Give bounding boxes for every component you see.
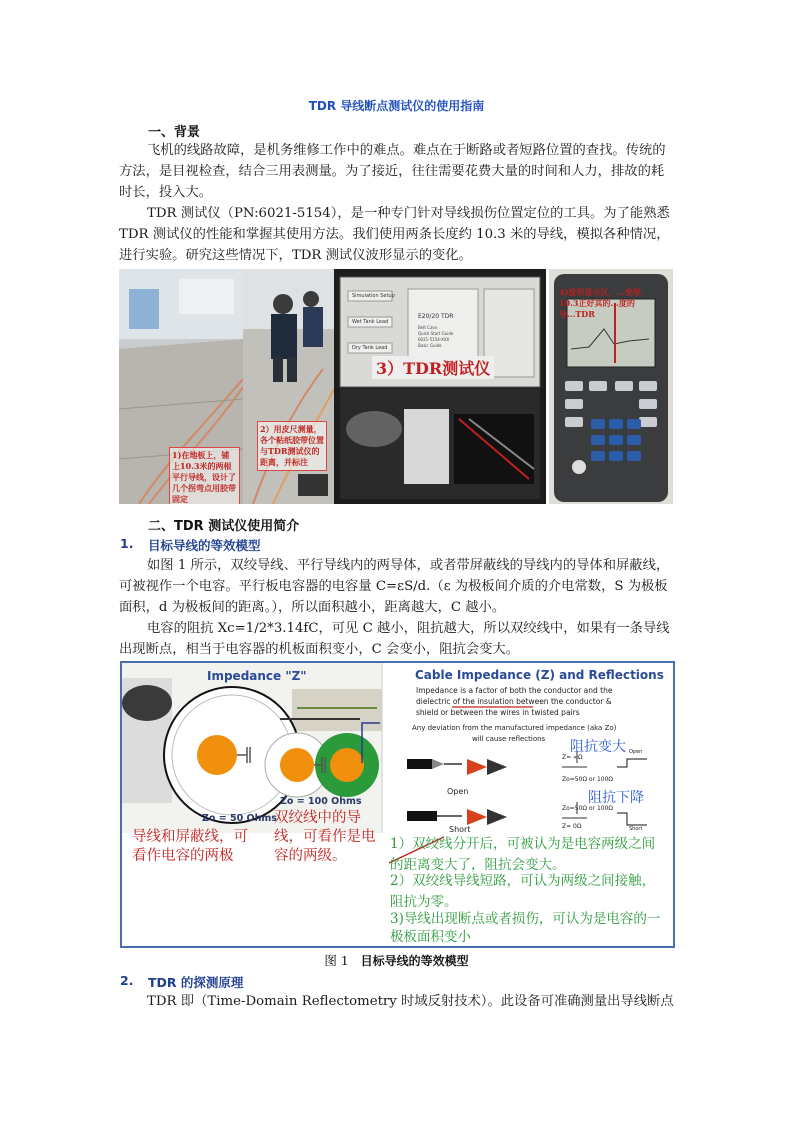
note-green-2: 2）双绞线导线短路，可认为两级之间接触，阻抗为零。 [390, 873, 656, 910]
section-1-paragraph-2: TDR 测试仪（PN:6021-5154），是一种专门针对导线损伤位置定位的工具。为了能熟悉 TDR 测试仪的性能和掌握其使用方法。我们使用两条长度约 10.3 米的导线，模拟各种情况，进行实验。研究这些情况下，TDR 测试仪波形显示的变化。 [119, 206, 670, 263]
document-title: TDR 导线断点测试仪的使用指南 [308, 99, 485, 113]
open-small-label: Open [629, 749, 643, 755]
note-green-3: 3)导线出现断点或者损伤，可认为是电容的一极板面积变小 [390, 911, 661, 945]
case-label-1: Simulation Setup [352, 293, 395, 299]
section-2-2-heading: TDR 的探测原理 [148, 975, 244, 990]
short-label: Short [449, 825, 471, 834]
deviation-line-1: Any deviation from the manufactured impedance (aka Zo) [412, 724, 617, 732]
section-2-2-paragraph-1: TDR 即（Time-Domain Reflectometry 时域反射技术）。此设备可准确测量出导线断点 [147, 994, 674, 1009]
photo-4-label: 4)波形显示区，...变形，10.3正好其的...度的导...TDR [559, 287, 649, 319]
impedance-title: Impedance "Z" [207, 669, 307, 683]
photo-2-label: 2）用皮尺测量，各个粘纸胶带位置与TDR测试仪的距离，并标注 [257, 421, 327, 471]
left-note: 导线和屏蔽线，可看作电容的两极 [132, 829, 248, 864]
impedance-down-label: 阻抗下降 [588, 790, 644, 806]
cable-desc-line-1: Impedance is a factor of both the conductor and the [416, 686, 613, 695]
photo-tdr-device [549, 269, 673, 504]
deviation-line-2: will cause reflections [472, 735, 546, 743]
photo-tdr-case [334, 269, 546, 504]
middle-note: 双绞线中的导线，可看作是电容的两级。 [274, 810, 376, 864]
figure-caption-number: 图 1 [324, 953, 349, 968]
case-label-4: E20/20 TDR [418, 313, 454, 320]
section-1-heading: 一、背景 [148, 125, 201, 140]
zo-open-label: Zo=50Ω or 100Ω [562, 776, 614, 783]
cable-impedance-title: Cable Impedance (Z) and Reflections [415, 668, 664, 682]
figure-caption [0, 951, 793, 969]
cable-desc-line-2a: dielectric of the insulation between [416, 697, 549, 706]
case-label-3: Dry Tank Lead [352, 345, 388, 351]
section-2-heading: 二、TDR 测试仪使用简介 [148, 519, 300, 534]
photo-1-label: 1)在地板上，铺上10.3米的两根平行导线，设计了几个拐弯点用胶带固定 [169, 447, 240, 504]
figure-caption-text: 目标导线的等效模型 [360, 954, 469, 968]
case-label-2: Wet Tank Lead [352, 319, 389, 325]
section-2-1-heading: 目标导线的等效模型 [148, 538, 261, 553]
short-small-label: Short [629, 826, 643, 832]
section-1-paragraph-1: 飞机的线路故障，是机务维修工作中的难点。难点在于断路或者短路位置的查找。传统的方法，是目视检查，结合三用表测量。为了接近，往往需要花费大量的时间和人力，排故的耗时长，投入大。 [119, 143, 666, 200]
section-2-2-number: 2. [120, 973, 134, 988]
photo-floor-wires [119, 269, 243, 504]
cable-desc-line-3: shield or between the wires in twisted pairs [416, 708, 580, 717]
open-label: Open [447, 787, 469, 796]
figure-1 [120, 661, 675, 948]
zo-100-label: Zo = 100 Ohms [280, 796, 362, 807]
photo-measuring [243, 269, 334, 504]
z-infinity-label: Z= ∞Ω [562, 754, 583, 761]
section-2-1-number: 1. [120, 536, 134, 551]
z-zero-label: Z= 0Ω [562, 823, 582, 830]
photo-tdr-case-image [334, 269, 546, 504]
note-green-1: 1）双绞线分开后，可被认为是电容两级之间的距离变大了，阻抗会变大。 [390, 836, 656, 873]
section-2-1-paragraph-1: 如图 1 所示，双绞导线、平行导线内的两导体，或者带屏蔽线的导线内的导体和屏蔽线，可被视作一个电容。平行板电容器的电容量 C=εS/d.（ε 为极板间介质的介电常数，S 为极板面积，d 为极板间的距离。），所以面积越小，距离越大，C 越小。 [119, 558, 670, 615]
photo-3-label: 3）TDR测试仪 [372, 356, 494, 379]
section-2-1-paragraph-2: 电容的阻抗 Xc=1/2*3.14fC，可见 C 越小，阻抗越大，所以双绞线中，如果有一条导线出现断点，相当于电容器的机板面积变小，C 会变小，阻抗会变大。 [119, 621, 670, 657]
cable-desc-line-2b: the conductor & [550, 697, 612, 706]
case-label-5: Belt Case Quick Start Guide 6021-5154-XXX Basic Guide [418, 325, 454, 348]
impedance-up-label: 阻抗变大 [570, 739, 626, 755]
zo-50-label: Zo = 50 Ohms [202, 813, 277, 824]
zo-short-label: Zo=50Ω or 100Ω [562, 805, 614, 812]
cable-desc-line-2 [416, 696, 612, 707]
